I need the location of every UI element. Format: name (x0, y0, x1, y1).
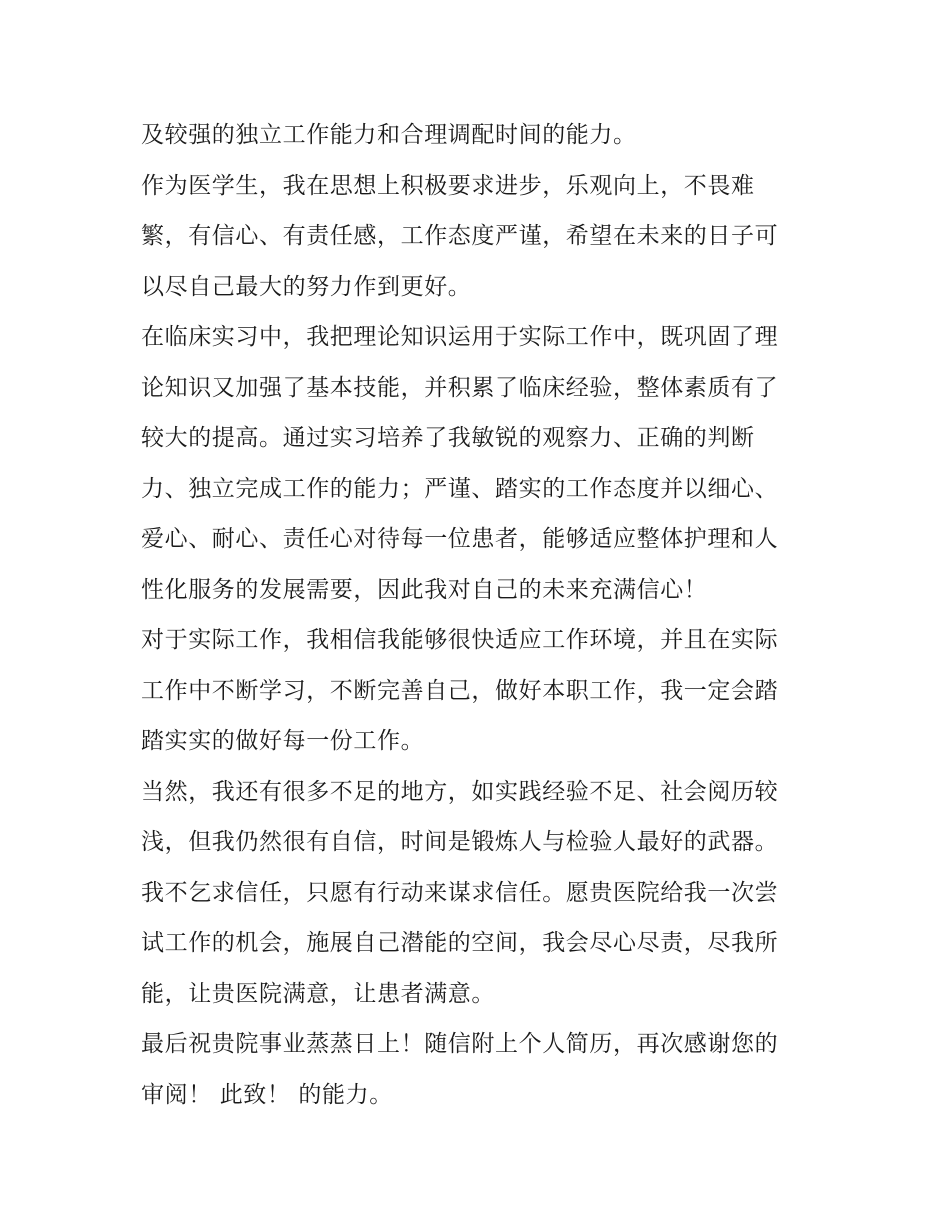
text-line: 能，让贵医院满意，让患者满意。 (141, 980, 495, 1007)
text-line: 工作中不断学习，不断完善自己，做好本职工作，我一定会踏 (141, 677, 779, 704)
text-line: 对于实际工作，我相信我能够很快适应工作环境，并且在实际 (141, 627, 779, 653)
text-line: 以尽自己最大的努力作到更好。 (141, 273, 472, 300)
text-line: 在临床实习中，我把理论知识运用于实际工作中，既巩固了理 (141, 324, 779, 350)
text-line: 作为医学生，我在思想上积极要求进步，乐观向上，不畏难 (141, 172, 755, 199)
text-line: 论知识又加强了基本技能，并积累了临床经验，整体素质有了 (141, 374, 779, 401)
text-line: 踏实实的做好每一份工作。 (141, 728, 425, 754)
text-line: 繁，有信心、有责任感，工作态度严谨，希望在未来的日子可 (141, 223, 779, 249)
text-line: 我不乞求信任，只愿有行动来谋求信任。愿贵医院给我一次尝 (141, 879, 779, 906)
text-line: 性化服务的发展需要，因此我对自己的未来充满信心！ (141, 576, 708, 603)
text-line: 力、独立完成工作的能力；严谨、踏实的工作态度并以细心、 (141, 475, 779, 502)
text-line: 试工作的机会，施展自己潜能的空间，我会尽心尽责，尽我所 (141, 930, 779, 956)
text-line: 爱心、耐心、责任心对待每一位患者，能够适应整体护理和人 (141, 526, 779, 552)
document-body (141, 110, 821, 1120)
text-line: 最后祝贵院事业蒸蒸日上！随信附上个人简历，再次感谢您的 (141, 1031, 779, 1057)
text-line: 审阅！ 此致！ 的能力。 (141, 1081, 393, 1108)
text-line: 浅，但我仍然很有自信，时间是锻炼人与检验人最好的武器。 (141, 829, 779, 855)
text-line: 较大的提高。通过实习培养了我敏锐的观察力、正确的判断 (141, 425, 755, 451)
text-line: 及较强的独立工作能力和合理调配时间的能力。 (141, 122, 637, 148)
text-line: 当然，我还有很多不足的地方，如实践经验不足、社会阅历较 (141, 778, 779, 805)
